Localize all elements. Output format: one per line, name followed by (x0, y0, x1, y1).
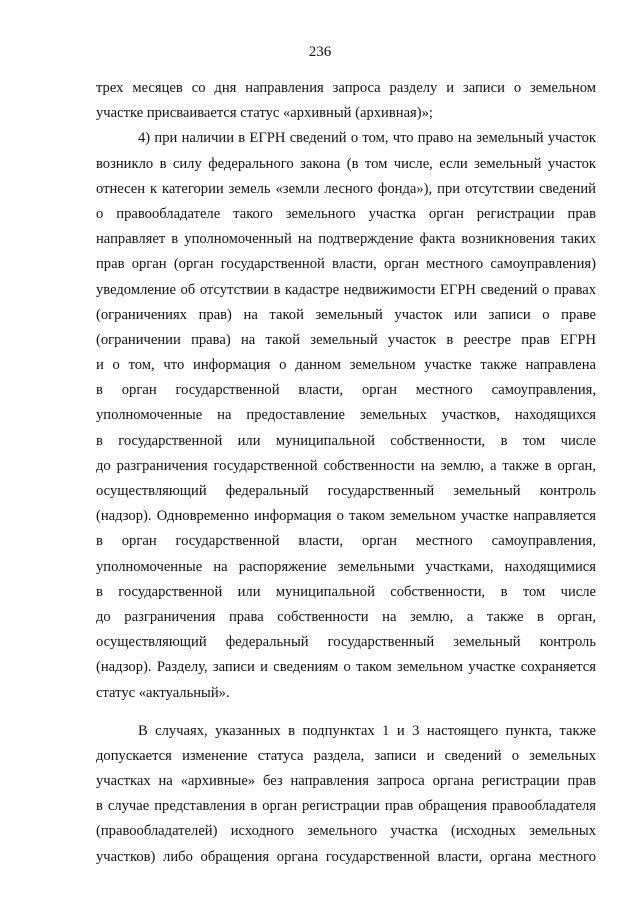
text-line: (ограничениях прав) на такой земельный участок или записи о праве (96, 306, 596, 323)
text-line: (надзор). Одновременно информация о таком земельном участке направляется (96, 508, 596, 525)
text-line: (надзор). Разделу, записи и сведениям о таком земельном участке сохраняется (96, 659, 596, 676)
text-line: возникло в силу федерального закона (в том числе, если земельный участок (96, 155, 596, 172)
text-line: (ограничении права) на такой земельный участок в реестре прав ЕГРН (96, 331, 596, 348)
text-line: участков) либо обращения органа государственной власти, органа местного (96, 848, 596, 865)
text-line: в государственной или муниципальной собственности, в том числе (96, 583, 596, 600)
text-line: уполномоченные на предоставление земельных участков, находящихся (96, 407, 596, 424)
page-number: 236 (308, 44, 332, 60)
text-line: осуществляющий федеральный государственный земельный контроль (96, 634, 596, 651)
text-line: (правообладателей) исходного земельного участка (исходных земельных (96, 823, 596, 840)
text-line: допускается изменение статуса раздела, записи и сведений о земельных (96, 747, 596, 764)
text-line: в орган государственной власти, орган местного самоуправления, (96, 533, 596, 550)
text-line: в орган государственной власти, орган местного самоуправления, (96, 382, 596, 399)
text-line: и о том, что информация о данном земельном участке также направлена (96, 357, 596, 374)
text-line: прав орган (орган государственной власти, орган местного самоуправления) (96, 256, 596, 273)
text-line: в случае представления в орган регистрации прав обращения правообладателя (96, 798, 596, 815)
text-line: статус «актуальный». (96, 684, 230, 701)
text-line: до разграничения государственной собственности на землю, а также в орган, (96, 457, 596, 474)
body-text (96, 76, 596, 870)
text-line: в государственной или муниципальной собственности, в том числе (96, 432, 596, 449)
text-line: трех месяцев со дня направления запроса разделу и записи о земельном (96, 80, 596, 96)
text-line: до разграничения права собственности на землю, а также в орган, (96, 608, 596, 625)
text-line: уполномоченные на распоряжение земельными участками, находящимися (96, 558, 596, 575)
text-line: В случаях, указанных в подпунктах 1 и 3 настоящего пункта, также (138, 722, 596, 739)
text-line: о правообладателе такого земельного участка орган регистрации прав (96, 205, 596, 222)
text-line: 4) при наличии в ЕГРН сведений о том, что право на земельный участок (138, 130, 596, 147)
paragraph-gap (96, 706, 596, 719)
text-line: участке присваивается статус «архивный (архивная)»; (96, 105, 433, 122)
text-line: уведомление об отсутствии в кадастре недвижимости ЕГРН сведений о правах (96, 281, 596, 298)
text-line: осуществляющий федеральный государственный земельный контроль (96, 483, 596, 499)
text-line: участках на «архивные» без направления запроса органа регистрации прав (96, 773, 596, 790)
text-line: отнесен к категории земель «земли лесного фонда»), при отсутствии сведений (96, 180, 596, 197)
text-line: направляет в уполномоченный на подтверждение факта возникновения таких (96, 231, 596, 248)
